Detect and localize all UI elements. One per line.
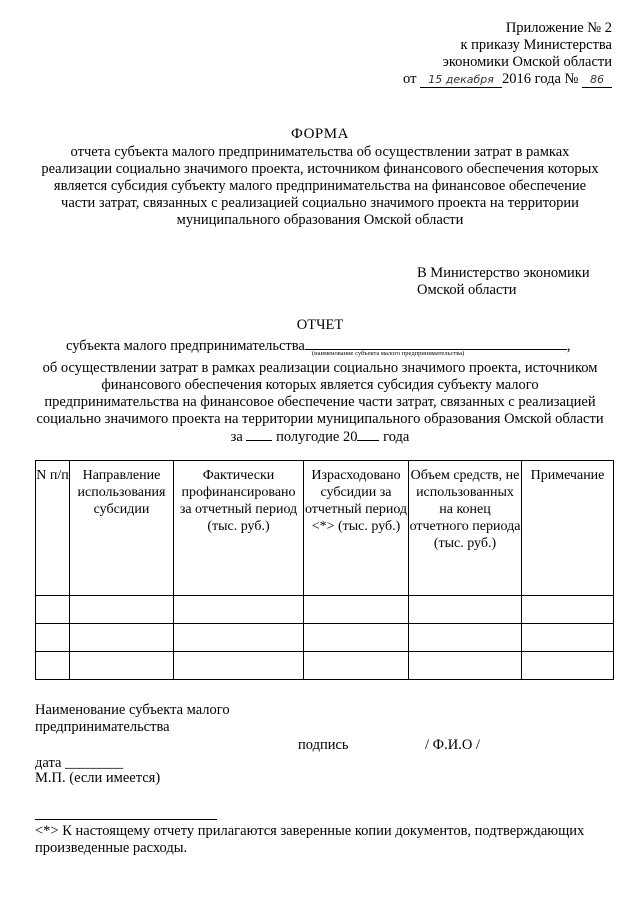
table-cell[interactable]: [409, 596, 522, 624]
table-cell[interactable]: [70, 624, 174, 652]
addressee-line-1: В Министерство экономики: [417, 265, 590, 281]
table-header-row: [36, 461, 614, 596]
subject-label: субъекта малого предпринимательства: [66, 338, 305, 354]
date-label: дата: [35, 755, 62, 771]
report-body: [34, 360, 606, 446]
handwritten-number: 86: [582, 73, 612, 88]
table-row: [36, 596, 614, 624]
footnote-divider: [35, 819, 217, 820]
header-unused: Объем средств, не использованных на конец отчетного периода (тыс. руб.): [409, 461, 522, 596]
header-direction: Направление использования субсидии: [70, 461, 174, 596]
from-prefix: от: [403, 71, 417, 87]
subject-end: ,: [566, 338, 571, 354]
report-body-text: об осуществлении затрат в рамках реализации социально значимого проекта, источником финансового обеспечения которых является субсидия субъекту малого предпринимательства на финансовое обеспечение части затрат, связанных с реализацией социально значимого проекта на территории муниципального образования Омской области за: [36, 360, 604, 445]
table-row: [36, 624, 614, 652]
appendix-date-line: [312, 71, 612, 88]
appendix-line-3: экономики Омской области: [442, 54, 612, 70]
form-description: отчета субъекта малого предпринимательства об осуществлении затрат в рамках реализации социально значимого проекта, источником финансового обеспечения которых является субсидия субъекту малого предпринимательства на финансовое обеспечение части затрат, связанных с реализацией социально значимого проекта на территории муниципального образования Омской области: [41, 144, 599, 228]
form-title-block: [40, 126, 600, 229]
date-blank[interactable]: ________: [65, 755, 124, 771]
header-spent: Израсходовано субсидии за отчетный период <*> (тыс. руб.): [304, 461, 409, 596]
table-cell[interactable]: [36, 624, 70, 652]
subject-name-label: Наименование субъекта малого предпринимательства: [35, 702, 230, 735]
table-cell[interactable]: [36, 596, 70, 624]
table-cell[interactable]: [174, 596, 304, 624]
table-cell[interactable]: [522, 624, 614, 652]
footnote: <*> К настоящему отчету прилагаются заверенные копии документов, подтверждающих произведенные расходы.: [35, 823, 585, 856]
appendix-header: [312, 20, 612, 88]
half-text: полугодие 20: [276, 429, 358, 445]
year-text: 2016 года №: [502, 71, 579, 87]
table-cell[interactable]: [174, 624, 304, 652]
appendix-line-2: к приказу Министерства: [460, 37, 612, 53]
table-cell[interactable]: [36, 652, 70, 680]
report-title: ОТЧЕТ: [296, 317, 344, 333]
report-table: [35, 460, 614, 680]
table-cell[interactable]: [174, 652, 304, 680]
table-cell[interactable]: [70, 596, 174, 624]
signature-label: подпись: [298, 737, 349, 753]
half-year-field[interactable]: [246, 428, 272, 441]
stamp-label: М.П. (если имеется): [35, 770, 161, 786]
table-cell[interactable]: [409, 652, 522, 680]
year-field[interactable]: [357, 428, 379, 441]
table-cell[interactable]: [522, 596, 614, 624]
header-note: Примечание: [522, 461, 614, 596]
table-cell[interactable]: [304, 652, 409, 680]
table-cell[interactable]: [409, 624, 522, 652]
subject-name-field[interactable]: [305, 336, 567, 350]
table-cell[interactable]: [304, 624, 409, 652]
year-suffix: года: [383, 429, 410, 445]
handwritten-date: 15 декабря: [420, 73, 502, 88]
header-number: N п/п: [36, 461, 70, 596]
table-cell[interactable]: [70, 652, 174, 680]
subject-caption: (наименование субъекта малого предпринимательства): [312, 350, 465, 357]
table-row: [36, 652, 614, 680]
addressee-line-2: Омской области: [417, 282, 517, 298]
appendix-line-1: Приложение № 2: [505, 20, 612, 36]
table-cell[interactable]: [304, 596, 409, 624]
form-title: ФОРМА: [291, 126, 349, 142]
fio-label: / Ф.И.О /: [425, 737, 480, 753]
addressee: [417, 265, 627, 299]
table-cell[interactable]: [522, 652, 614, 680]
header-financed: Фактически профинансировано за отчетный период (тыс. руб.): [174, 461, 304, 596]
